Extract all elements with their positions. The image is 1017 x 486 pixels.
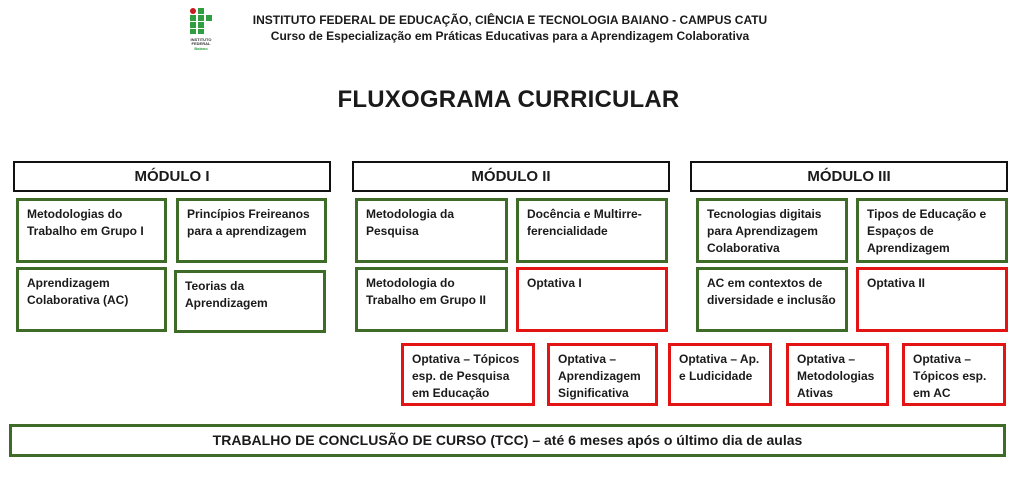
module-3-course-1: Tecnologias digitais para Aprendizagem Colaborativa: [696, 198, 848, 263]
tcc-bar: TRABALHO DE CONCLUSÃO DE CURSO (TCC) – até 6 meses após o último dia de aulas: [9, 424, 1006, 457]
module-1-course-1: Metodologias do Trabalho em Grupo I: [16, 198, 167, 263]
module-1-header: MÓDULO I: [13, 161, 331, 192]
module-2-header: MÓDULO II: [352, 161, 670, 192]
module-3-header: MÓDULO III: [690, 161, 1008, 192]
elective-box-5: Optativa – Tópicos esp. em AC: [902, 343, 1006, 406]
institution-logo: [186, 8, 216, 52]
module-3-course-2: Tipos de Educação e Espaços de Aprendizagem: [856, 198, 1008, 263]
module-1-course-4: Teorias da Aprendizagem: [174, 270, 326, 333]
module-2-course-2: Docência e Multirre-ferencialidade: [516, 198, 668, 263]
elective-box-3: Optativa – Ap. e Ludicidade: [668, 343, 772, 406]
course-name: Curso de Especialização em Práticas Educativas para a Aprendizagem Colaborativa: [270, 29, 750, 43]
elective-box-2: Optativa – Aprendizagem Significativa: [547, 343, 658, 406]
module-1-course-2: Princípios Freireanos para a aprendizagem: [176, 198, 327, 263]
module-2-elective-1: Optativa I: [516, 267, 668, 332]
module-2-course-1: Metodologia da Pesquisa: [355, 198, 508, 263]
module-3-elective-2: Optativa II: [856, 267, 1008, 332]
logo-text-line3: Baiano: [194, 46, 208, 51]
logo-mark: [190, 8, 212, 34]
logo-text-line1: INSTITUTO: [190, 37, 212, 42]
elective-box-4: Optativa – Metodologias Ativas: [786, 343, 889, 406]
module-2-course-3: Metodologia do Trabalho em Grupo II: [355, 267, 508, 332]
module-1-course-3: Aprendizagem Colaborativa (AC): [16, 267, 167, 332]
module-3-course-3: AC em contextos de diversidade e inclusão: [696, 267, 848, 332]
page-title: FLUXOGRAMA CURRICULAR: [337, 86, 680, 113]
elective-box-1: Optativa – Tópicos esp. de Pesquisa em Educação: [401, 343, 535, 406]
logo-text-line2: FEDERAL: [191, 41, 211, 46]
institution-name: INSTITUTO FEDERAL DE EDUCAÇÃO, CIÊNCIA E TECNOLOGIA BAIANO - CAMPUS CATU: [252, 13, 768, 27]
